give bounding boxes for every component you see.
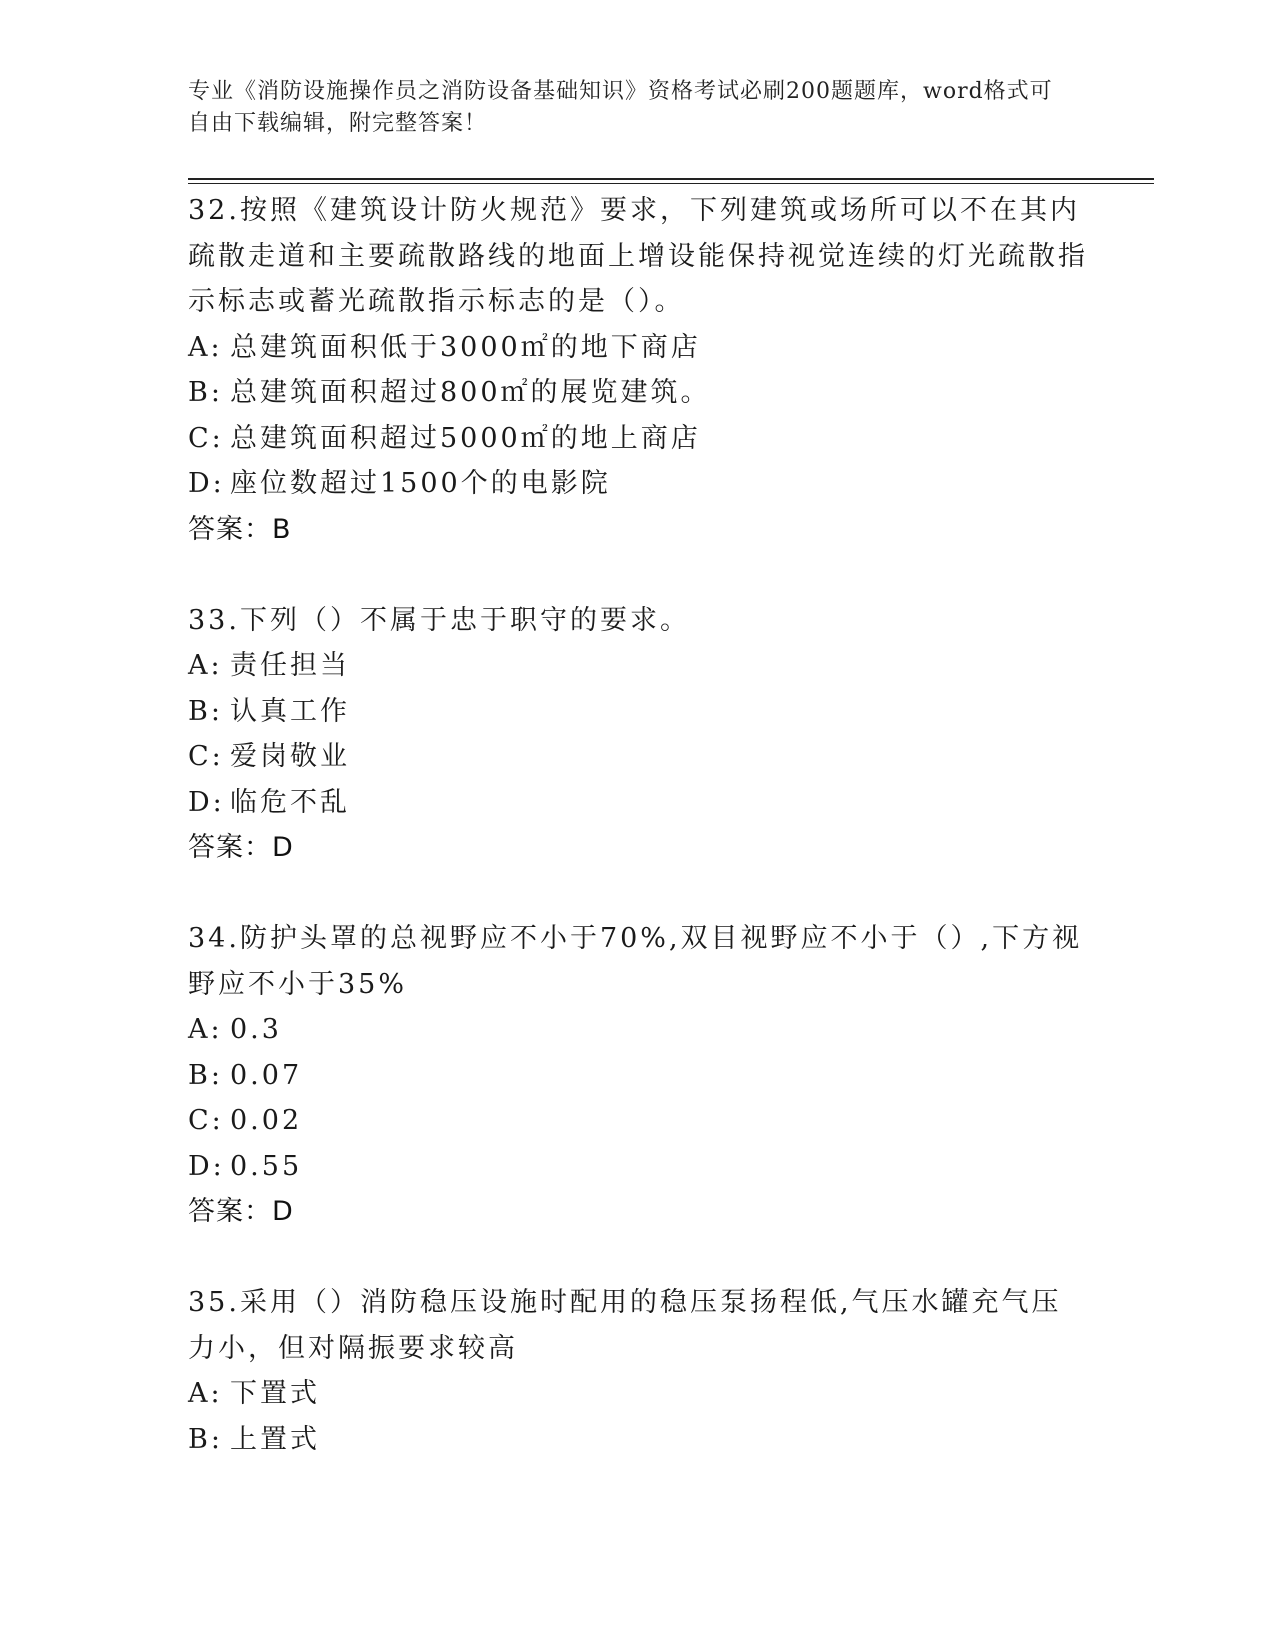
option-b: [188, 689, 1088, 735]
option-text: 认真工作: [230, 695, 350, 727]
option-b: [188, 1417, 1088, 1463]
option-label: B:: [188, 377, 223, 408]
option-d: [188, 780, 1088, 826]
option-text: 总建筑面积低于3000㎡的地下商店: [230, 331, 701, 363]
option-label: C:: [188, 741, 224, 772]
option-label: C:: [188, 1105, 224, 1136]
answer-line: 答案：D: [188, 832, 294, 863]
answer-line: 答案：D: [188, 1196, 294, 1227]
option-text: 下置式: [230, 1378, 320, 1409]
question-list: [188, 188, 1088, 1462]
option-text: 临危不乱: [230, 786, 350, 818]
question-stem: 35.采用（）消防稳压设施时配用的稳压泵扬程低,气压水罐充气压力小，但对隔振要求较高: [188, 1287, 1062, 1364]
option-text: 上置式: [230, 1423, 320, 1455]
option-label: C:: [188, 422, 224, 454]
header-divider-thin: [188, 183, 1154, 184]
option-text: 0.55: [230, 1150, 303, 1182]
question-stem: 32.按照《建筑设计防火规范》要求，下列建筑或场所可以不在其内疏散走道和主要疏散路线的地面上增设能保持视觉连续的灯光疏散指示标志或蓄光疏散指示标志的是（）。: [188, 195, 1088, 317]
option-c: [188, 416, 1088, 462]
question-stem: 33.下列（）不属于忠于职守的要求。: [188, 604, 690, 636]
option-label: D:: [188, 1150, 225, 1182]
option-b: [188, 370, 1088, 416]
option-text: 责任担当: [230, 650, 350, 681]
option-d: [188, 461, 1088, 507]
option-a: [188, 1371, 1088, 1417]
option-label: A:: [188, 1378, 223, 1409]
option-text: 0.02: [230, 1105, 303, 1136]
document-header: 专业《消防设施操作员之消防设备基础知识》资格考试必刷200题题库，word格式可自由下载编辑，附完整答案！: [188, 79, 1053, 136]
question-stem: 34.防护头罩的总视野应不小于70%,双目视野应不小于（）,下方视野应不小于35%: [188, 923, 1083, 1000]
option-a: [188, 643, 1088, 689]
option-label: A:: [188, 650, 223, 681]
option-text: 总建筑面积超过5000㎡的地上商店: [230, 422, 701, 454]
question-spacer: [188, 871, 1088, 917]
answer-line: 答案：B: [188, 513, 292, 545]
question-spacer: [188, 1235, 1088, 1281]
option-a: [188, 1007, 1088, 1053]
question-32: [188, 188, 1088, 552]
question-33: [188, 598, 1088, 871]
option-text: 0.07: [230, 1059, 303, 1091]
option-label: D:: [188, 786, 225, 818]
option-label: B:: [188, 1059, 223, 1091]
question-35: [188, 1280, 1088, 1462]
header-divider-thick: [188, 178, 1154, 180]
question-34: [188, 916, 1088, 1235]
option-c: [188, 734, 1088, 780]
option-d: [188, 1144, 1088, 1190]
option-label: A:: [188, 331, 223, 363]
option-text: 0.3: [230, 1014, 282, 1045]
option-label: D:: [188, 468, 225, 499]
option-label: B:: [188, 1423, 223, 1455]
option-text: 总建筑面积超过800㎡的展览建筑。: [230, 377, 711, 408]
option-b: [188, 1053, 1088, 1099]
question-spacer: [188, 552, 1088, 598]
option-label: A:: [188, 1014, 223, 1045]
option-c: [188, 1098, 1088, 1144]
option-a: [188, 325, 1088, 371]
option-label: B:: [188, 695, 223, 727]
option-text: 爱岗敬业: [230, 741, 350, 772]
option-text: 座位数超过1500个的电影院: [230, 468, 611, 499]
